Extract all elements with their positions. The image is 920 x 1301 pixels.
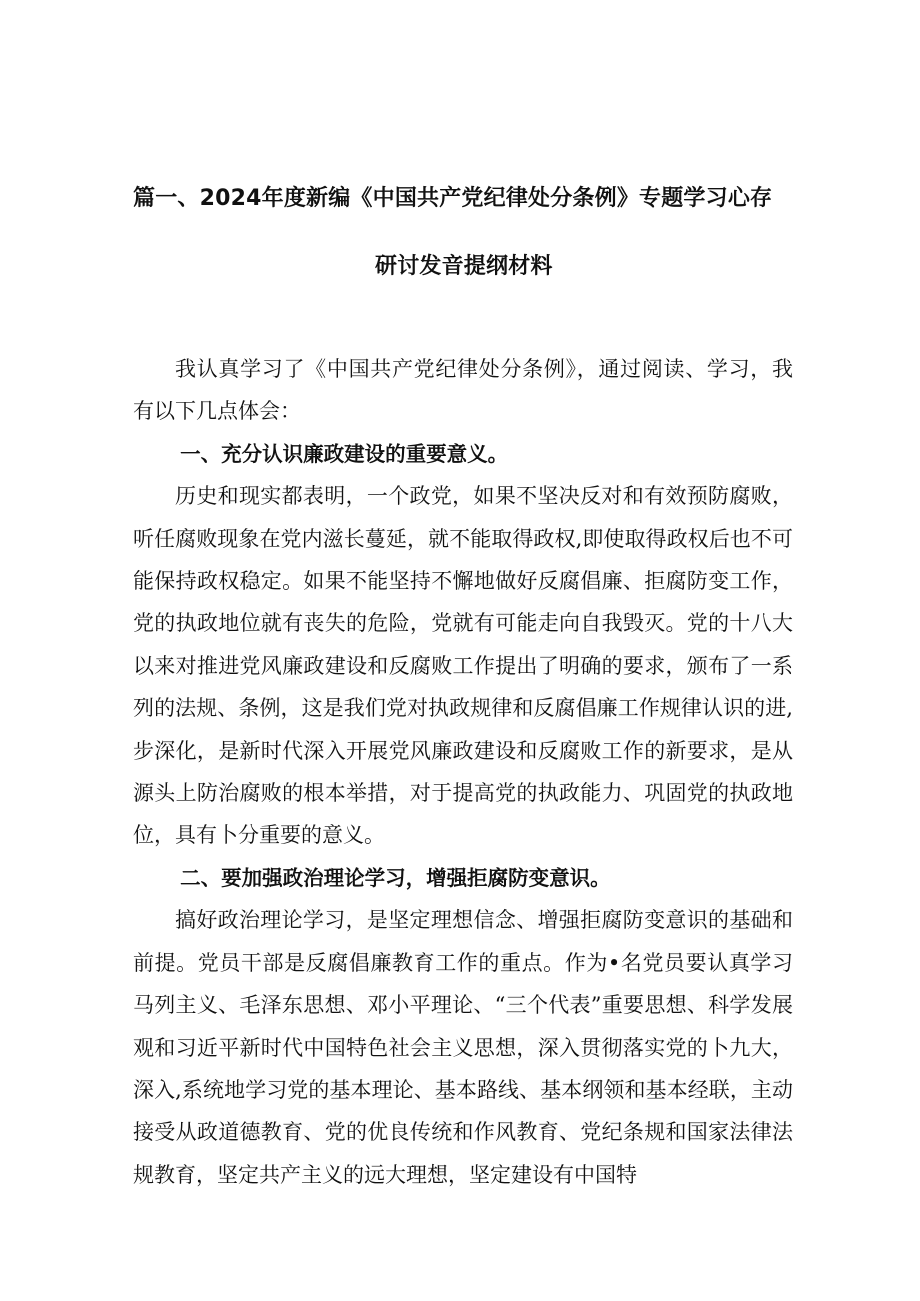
section1-heading: 一、充分认识廉政建设的重要意义。 <box>180 441 509 466</box>
document-body <box>133 348 793 1196</box>
document-title-line1: 篇一、2024年度新编《中国共产党纪律处分条例》专题学习心存 <box>133 186 773 211</box>
section2-paragraph: 搞好政治理论学习，是坚定理想信念、增强拒腐防变意识的基础和前提。党员干部是反腐倡廉教育工作的重点。作为•名党员要认真学习马列主义、毛泽东思想、邓小平理论、“三个代表”重要思想、科学发展观和习近平新时代中国特色社会主义思想，深入贯彻落实党的卜九大，深入,系统地学习党的基本理论、基本路线、基本纲领和基本经联，主动接受从政道德教育、党的优良传统和作风教育、党纪条规和国家法律法规教育，坚定共产主义的远大理想，坚定建设有中国特 <box>133 908 793 1187</box>
intro-paragraph: 我认真学习了《中国共产党纪律处分条例》，通过阅读、学习，我有以下几点体会： <box>133 357 793 424</box>
document-title-line2: 研讨发音提纲材料 <box>375 254 553 279</box>
section2-heading: 二、要加强政治理论学习，增强拒腐防变意识。 <box>180 865 611 890</box>
section1-paragraph: 历史和现实都表明，一个政党，如果不坚决反对和有效预防腐败，听任腐败现象在党内滋长蔓延，就不能取得政权,即使取得政权后也不可能保持政权稳定。如果不能坚持不懈地做好反腐倡廉、拒腐防变工作，党的执政地位就有丧失的危险，党就有可能走向自我毁灭。党的十八大以来对推进党风廉政建设和反腐败工作提出了明确的要求，颁布了一系列的法规、条例，这是我们党对执政规律和反腐倡廉工作规律认识的进,步深化，是新时代深入开展党风廉政建设和反腐败工作的新要求，是从源头上防治腐败的根本举措，对于提高党的执政能力、巩固党的执政地位，具有卜分重要的意义。 <box>133 484 793 848</box>
